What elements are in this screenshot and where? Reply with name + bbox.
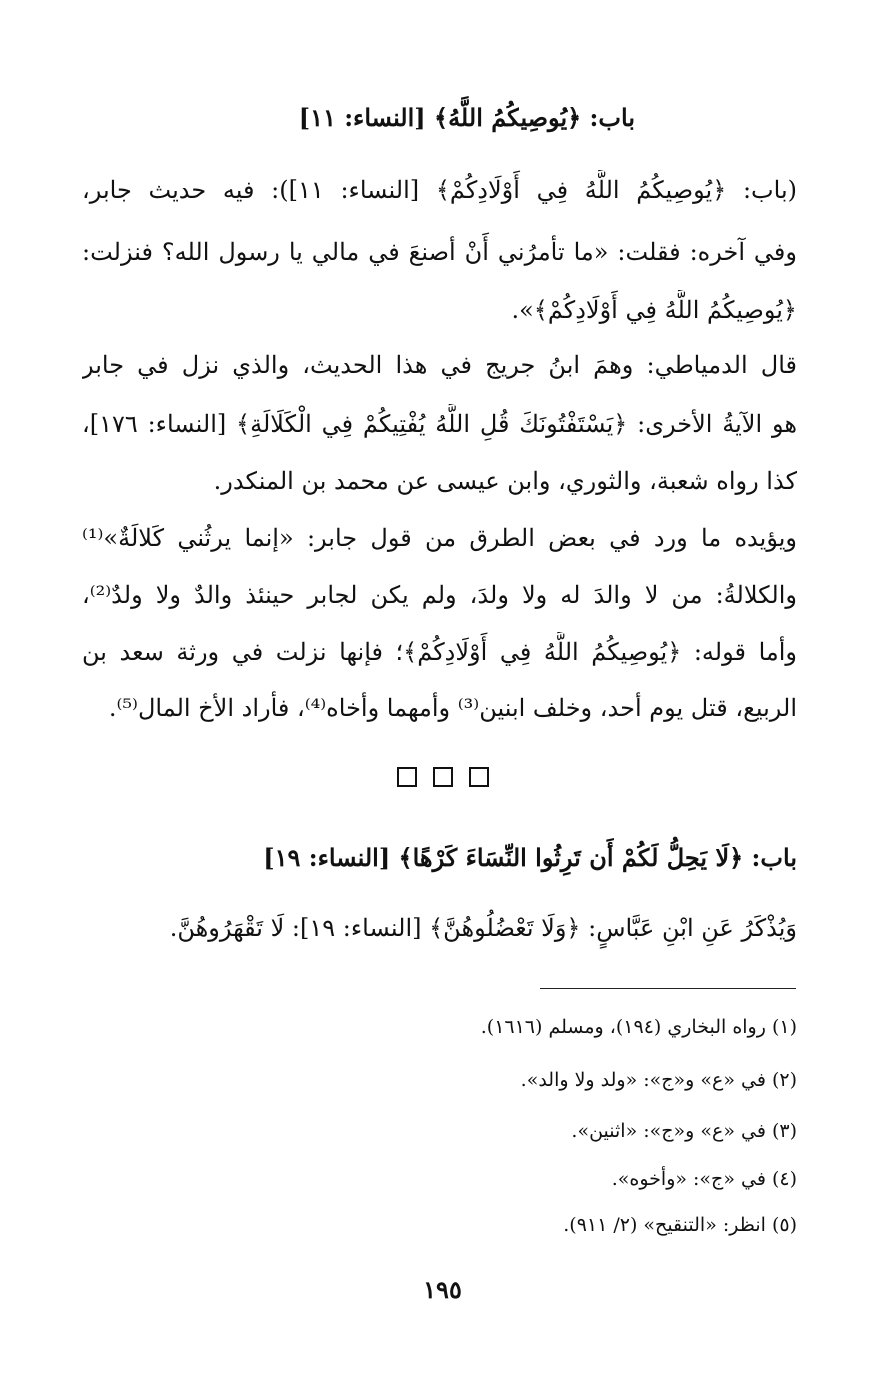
section-separator — [0, 766, 885, 796]
paragraph-line: وأما قوله: ﴿يُوصِيكُمُ اللَّهُ فِي أَوْلَادِكُمْ﴾؛ فإنها نزلت في ورثة سعد بن — [82, 638, 797, 666]
square-ornament-icon — [469, 767, 489, 787]
section-heading-text: باب: ﴿لَا يَحِلُّ لَكُمْ أَن تَرِثُوا النِّسَاءَ كَرْهًا﴾ [النساء: ١٩] — [263, 843, 797, 872]
section-heading — [299, 98, 635, 138]
paragraph-line — [170, 908, 797, 948]
ibn-abbas-line: وَيُذْكَرُ عَنِ ابْنِ عَبَّاسٍ: ﴿وَلَا تَعْضُلُوهُنَّ﴾ [النساء: ١٩]: لَا تَقْهَرُوهُنَّ. — [169, 914, 797, 942]
paragraph-line: والكلالةُ: من لا والدَ له ولا ولدَ، ولم يكن لجابر حينئذ والدٌ ولا ولدٌ⁽²⁾، — [82, 581, 797, 609]
paragraph-line: ويؤيده ما ورد في بعض الطرق من قول جابر: «إنما يرثُني كَلالَةٌ»⁽¹⁾ — [82, 524, 797, 552]
paragraph-line: هو الآيةُ الأخرى: ﴿يَسْتَفْتُونَكَ قُلِ اللَّهُ يُفْتِيكُمْ فِي الْكَلَالَةِ﴾ [النساء: ١٧٦]، — [82, 410, 797, 438]
square-ornament-icon — [433, 767, 453, 787]
paragraph-line: كذا رواه شعبة، والثوري، وابن عيسى عن محمد بن المنكدر. — [213, 467, 797, 495]
footnote: (٥) انظر: «التنقيح» (٢/ ٩١١). — [563, 1214, 797, 1236]
section-heading-text: باب: ﴿يُوصِيكُمُ اللَّهُ﴾ [النساء: ١١] — [298, 103, 635, 132]
footnote: (١) رواه البخاري (١٩٤)، ومسلم (١٦١٦). — [480, 1016, 797, 1038]
paragraph-line: وفي آخره: فقلت: «ما تأمرُني أَنْ أصنعَ في مالي يا رسول الله؟ فنزلت: — [82, 238, 797, 266]
paragraph-line: قال الدمياطي: وهمَ ابنُ جريج في هذا الحديث، والذي نزل في جابر — [82, 351, 797, 379]
paragraph-line: (باب: ﴿يُوصِيكُمُ اللَّهُ فِي أَوْلَادِكُمْ﴾ [النساء: ١١]): فيه حديث جابر، — [82, 176, 797, 204]
square-ornament-icon — [397, 767, 417, 787]
paragraph-line: الربيع، قتل يوم أحد، وخلف ابنين⁽³⁾ وأمهما وأخاه⁽⁴⁾، فأراد الأخ المال⁽⁵⁾. — [108, 694, 797, 722]
paragraph-line: ﴿يُوصِيكُمُ اللَّهُ فِي أَوْلَادِكُمْ﴾». — [511, 296, 797, 324]
footnote: (٣) في «ع» و«ج»: «اثنين». — [571, 1120, 797, 1142]
footnote: (٢) في «ع» و«ج»: «ولد ولا والد». — [520, 1069, 797, 1091]
footnote: (٤) في «ج»: «وأخوه». — [611, 1168, 797, 1190]
footnote-divider — [540, 988, 796, 989]
page-number: ١٩٥ — [423, 1275, 462, 1304]
section-heading — [263, 838, 797, 878]
